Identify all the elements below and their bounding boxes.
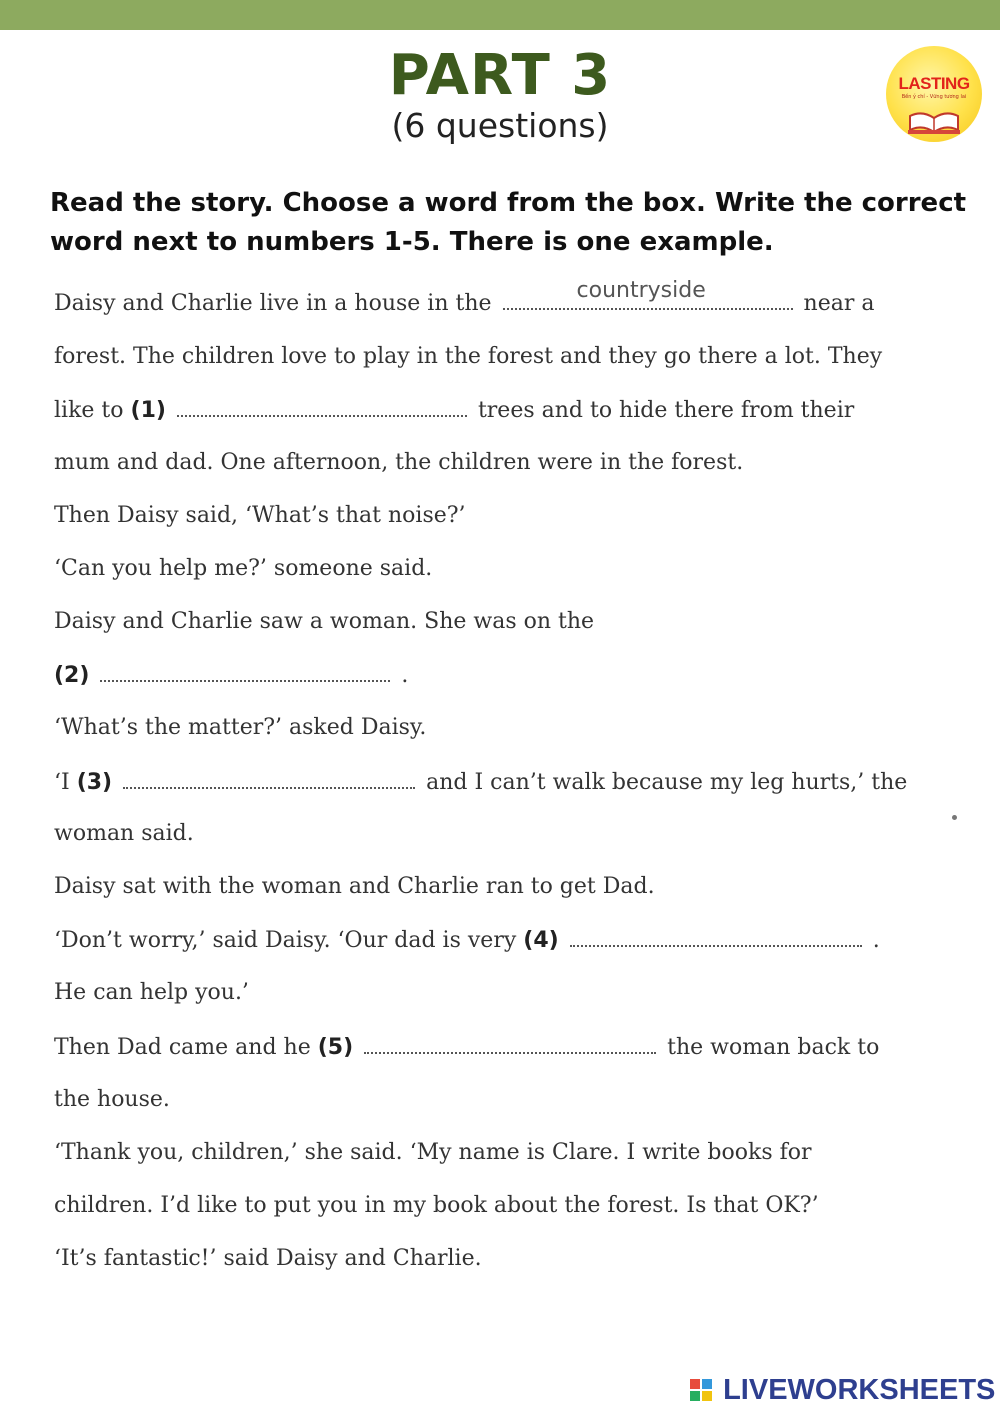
question-3-label: (3) [76,770,113,795]
story-line-13 [54,925,880,956]
lasting-logo [886,46,982,142]
story-line-4: mum and dad. One afternoon, the children were in the forest. [54,450,744,475]
liveworksheets-footer [690,1374,995,1406]
story-text: ‘Don’t worry,’ said Daisy. ‘Our dad is very [54,928,517,953]
story-line-10 [54,767,907,798]
story-line-15 [54,1032,879,1063]
story-text: and I can’t walk because my leg hurts,’ the [426,770,908,795]
story-text: Daisy and Charlie live in a house in the [54,291,492,316]
example-answer: countryside [576,278,706,303]
stray-dot [952,815,957,820]
top-banner-bar [0,0,1000,30]
answer-blank-3[interactable] [123,767,415,789]
answer-blank-5[interactable] [364,1032,656,1054]
story-line-7: Daisy and Charlie saw a woman. She was on the [54,609,595,634]
question-4-label: (4) [523,928,559,953]
page-subtitle: (6 questions) [391,106,609,145]
story-text: Then Dad came and he [54,1035,311,1060]
liveworksheets-grid-icon [690,1379,714,1403]
story-line-18: children. I’d like to put you in my book about the forest. Is that OK?’ [54,1193,819,1218]
story-line-8 [54,660,408,691]
story-line-1 [54,278,875,319]
answer-blank-2[interactable] [100,660,390,682]
answer-blank-1[interactable] [177,395,467,417]
story-text: near a [803,291,875,316]
story-line-5: Then Daisy said, ‘What’s that noise?’ [54,503,466,528]
footer-brand: LIVEWORKSHEETS [723,1374,996,1406]
story-line-9: ‘What’s the matter?’ asked Daisy. [54,715,427,740]
instructions-text: Read the story. Choose a word from the box. Write the correct word next to numbers 1-5. There is one example. [50,188,967,257]
story-text: the woman back to [667,1035,880,1060]
story-line-17: ‘Thank you, children,’ she said. ‘My name is Clare. I write books for [54,1140,812,1165]
answer-blank-4[interactable] [570,925,862,947]
story-line-11: woman said. [54,821,194,846]
story-text: like to [54,398,124,423]
logo-name: LASTING [898,74,970,93]
story-text: . [401,663,409,688]
story-line-14: He can help you.’ [54,980,249,1005]
story-line-2: forest. The children love to play in the forest and they go there a lot. They [54,344,883,369]
logo-tagline: Bền ý chí - Vững tương lai [901,94,967,100]
story-line-3 [54,395,854,426]
question-1-label: (1) [130,398,166,423]
story-text: . [872,928,880,953]
story-text: trees and to hide there from their [477,398,855,423]
story-line-16: the house. [54,1087,170,1112]
open-book-icon [908,108,960,134]
story-line-12: Daisy sat with the woman and Charlie ran to get Dad. [54,874,655,899]
question-5-label: (5) [317,1035,354,1060]
story-line-19: ‘It’s fantastic!’ said Daisy and Charlie. [54,1246,482,1271]
question-2-label: (2) [54,663,90,688]
page-title: PART 3 [388,43,612,108]
story-text: ‘I [54,770,70,795]
example-blank [503,278,793,310]
story-line-6: ‘Can you help me?’ someone said. [54,556,433,581]
